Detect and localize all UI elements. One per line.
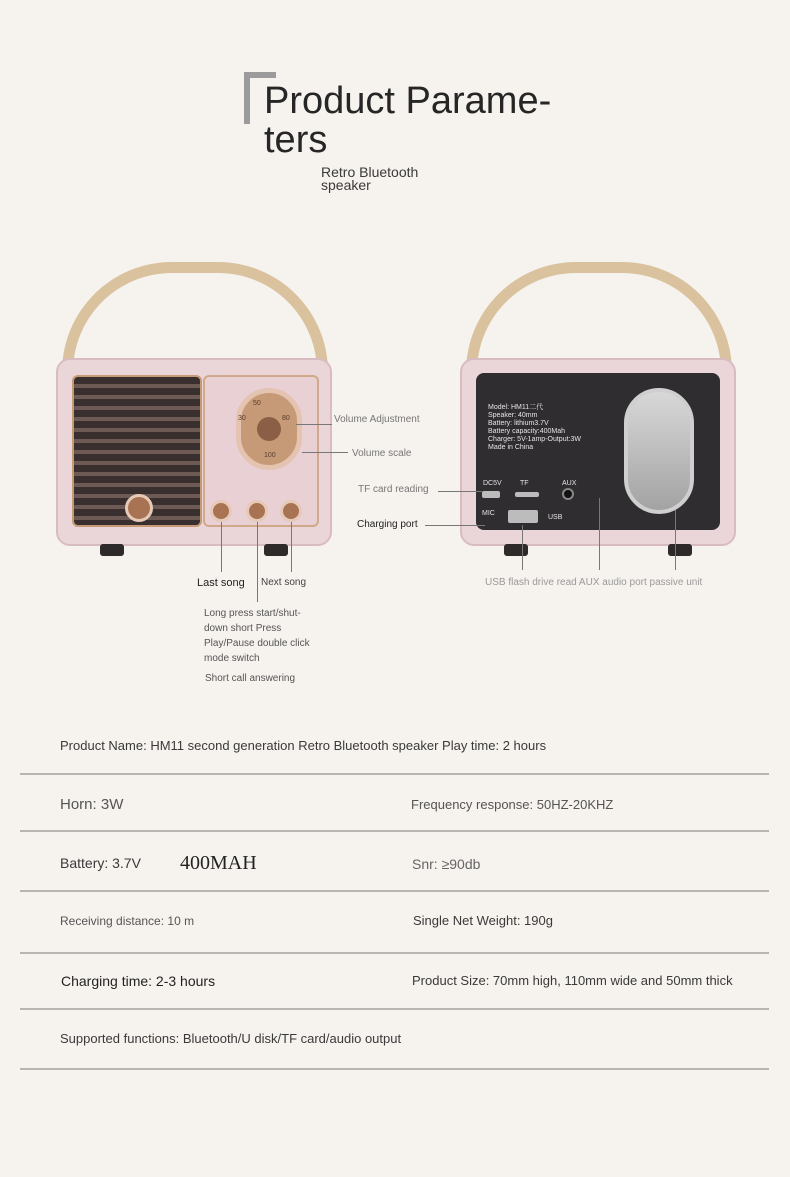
next-song-button — [280, 500, 302, 522]
spec-frequency: Frequency response: 50HZ-20KHZ — [411, 797, 614, 812]
dial-label-80: 80 — [282, 415, 290, 422]
front-foot-right — [264, 544, 288, 556]
dc-port-label: DC5V — [483, 480, 502, 487]
dc-port-icon — [482, 491, 500, 498]
front-handle — [62, 262, 328, 372]
last-song-label: Last song — [197, 577, 245, 589]
usb-line — [522, 525, 523, 570]
divider — [20, 890, 769, 892]
next-song-line — [291, 522, 292, 572]
plate-line: Model: HM11二代 — [488, 404, 544, 411]
spec-functions: Supported functions: Bluetooth/U disk/TF card/audio output — [60, 1031, 402, 1046]
front-foot-left — [100, 544, 124, 556]
spec-plate — [488, 404, 608, 452]
dial-label-100: 100 — [264, 452, 276, 459]
divider — [20, 1068, 769, 1070]
last-song-button — [210, 500, 232, 522]
spec-charging: Charging time: 2-3 hours — [61, 973, 216, 989]
charging-port-label: Charging port — [357, 519, 418, 530]
spec-capacity: 400MAH — [180, 852, 257, 874]
mic-label: MIC — [482, 510, 495, 517]
spec-receiving: Receiving distance: 10 m — [60, 914, 195, 928]
front-knob — [125, 494, 153, 522]
passive-line — [675, 510, 676, 570]
tf-slot-icon — [515, 492, 539, 497]
dial-label-50: 50 — [253, 400, 261, 407]
plate-line: Made in China — [488, 444, 534, 451]
spec-size: Product Size: 70mm high, 110mm wide and 50mm thick — [412, 973, 733, 988]
tf-port-label: TF — [520, 480, 529, 487]
usb-port-label: USB — [548, 514, 563, 521]
spec-weight: Single Net Weight: 190g — [413, 913, 553, 928]
tf-card-reading-label: TF card reading — [358, 484, 429, 495]
plate-line: Battery: lithium3.7V — [488, 420, 549, 427]
volume-scale-label: Volume scale — [352, 448, 412, 459]
passive-radiator — [624, 388, 694, 514]
back-bottom-note: USB flash drive read AUX audio port passive unit — [485, 577, 703, 588]
play-description: Long press start/shut-down short Press Play/Pause double click mode switch — [204, 608, 310, 664]
divider — [20, 1008, 769, 1010]
tf-card-line — [438, 491, 482, 492]
charging-port-line — [425, 525, 485, 526]
dial-center — [257, 417, 281, 441]
plate-line: Charger: 5V-1amp-Output:3W — [488, 436, 581, 443]
volume-adjustment-line — [296, 424, 332, 425]
page-subtitle: Retro Bluetooth speaker — [321, 164, 419, 193]
divider — [20, 773, 769, 775]
spec-snr: Snr: ≥90db — [412, 856, 481, 872]
call-answering-label: Short call answering — [205, 673, 296, 684]
volume-scale-line — [302, 452, 348, 453]
spec-battery: Battery: 3.7V — [60, 855, 141, 871]
back-foot-right — [668, 544, 692, 556]
page-title: Product Parame-ters — [264, 80, 552, 161]
plate-line: Speaker: 40mm — [488, 412, 538, 419]
spec-product-name: Product Name: HM11 second generation Retro Bluetooth speaker Play time: 2 hours — [60, 738, 547, 753]
usb-port-icon — [508, 510, 538, 523]
aux-jack-icon — [562, 488, 574, 500]
back-foot-left — [504, 544, 528, 556]
back-handle — [466, 262, 732, 372]
plate-line: Battery capacity:400Mah — [488, 428, 566, 435]
divider — [20, 952, 769, 954]
next-song-label: Next song — [261, 577, 307, 588]
aux-line — [599, 498, 600, 570]
last-song-line — [221, 522, 222, 572]
spec-horn: Horn: 3W — [60, 796, 124, 813]
aux-port-label: AUX — [562, 480, 577, 487]
play-pause-button — [246, 500, 268, 522]
dial-label-30: 30 — [238, 415, 246, 422]
divider — [20, 830, 769, 832]
play-line — [257, 522, 258, 602]
volume-adjustment-label: Volume Adjustment — [334, 414, 420, 425]
